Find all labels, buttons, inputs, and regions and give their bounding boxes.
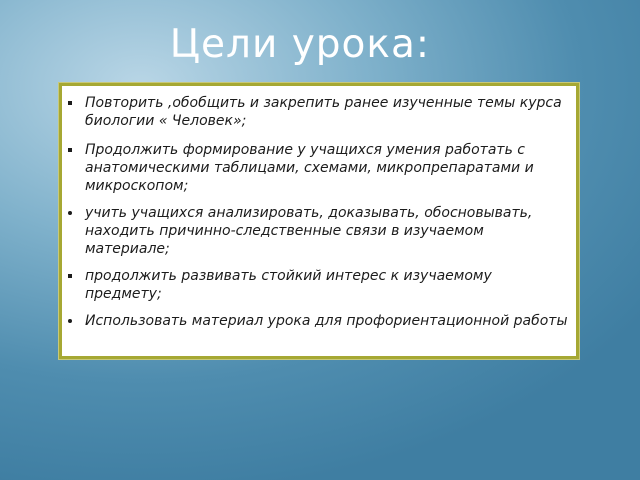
- goal-item: [68, 94, 570, 130]
- round-bullet-icon: [68, 204, 72, 215]
- square-bullet-icon: [68, 94, 72, 105]
- slide-title-text: Цели урока:: [169, 22, 430, 67]
- goal-text: учить учащихся анализировать, доказывать, обосновывать, находить причинно-следственные связи в изучаемом материале;: [85, 205, 533, 257]
- goals-list: [62, 86, 576, 330]
- goals-box: [59, 83, 579, 359]
- round-bullet-icon: [68, 312, 72, 323]
- goal-item: [68, 204, 570, 258]
- square-bullet-icon: [68, 141, 72, 152]
- goal-text: Повторить ,обобщить и закрепить ранее изученные темы курса биологии « Человек»;: [85, 95, 562, 129]
- goal-item: [68, 312, 570, 330]
- goal-text: Использовать материал урока для профориентационной работы: [85, 313, 568, 329]
- square-bullet-icon: [68, 267, 72, 278]
- goal-item: [68, 141, 570, 195]
- slide-title: [0, 22, 610, 67]
- goal-text: Продолжить формирование у учащихся умения работать с анатомическими таблицами, схемами, микропрепаратами и микроскопом;: [85, 142, 534, 194]
- goal-text: продолжить развивать стойкий интерес к изучаемому предмету;: [85, 268, 492, 302]
- goal-item: [68, 267, 570, 303]
